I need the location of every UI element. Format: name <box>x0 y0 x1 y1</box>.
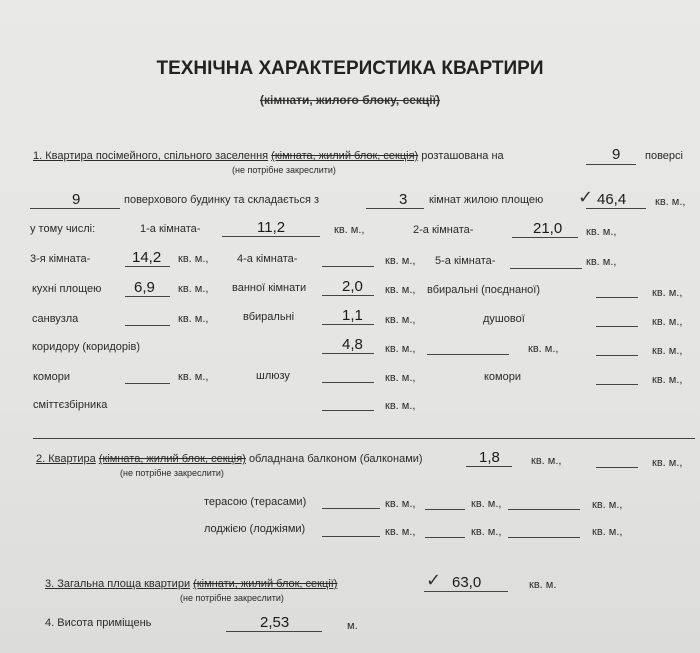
check-mark-icon: ✓ <box>578 187 594 208</box>
section3-label: 3. Загальна площа квартири <box>45 578 191 590</box>
loggia-label: лоджією (лоджіями) <box>204 523 306 535</box>
check-mark-icon: ✓ <box>426 570 442 591</box>
unit-label: кв. м., <box>652 457 683 469</box>
loggia-line-2 <box>425 537 465 538</box>
storage-label-2: комори <box>484 371 521 383</box>
rooms-line <box>366 208 424 209</box>
section1-heading <box>33 150 504 163</box>
floor-value: 9 <box>612 146 621 163</box>
terrace-line-2 <box>425 509 465 510</box>
unit-label: кв. м., <box>385 314 416 326</box>
room5-line <box>510 268 582 269</box>
section2-label: 2. Квартира <box>36 453 96 465</box>
room2-label: 2-а кімната- <box>413 224 474 236</box>
balcony-line <box>466 466 512 467</box>
section1-struck-option: (кімната, жилий блок, секція) <box>271 150 419 162</box>
bathroom-unit-label: санвузла <box>32 313 79 325</box>
unit-label: кв. м., <box>592 499 623 511</box>
unit-label: кв. м., <box>385 343 416 355</box>
room4-label: 4-а кімната- <box>237 253 298 265</box>
bathroom-unit-line <box>125 325 170 326</box>
unit-label: кв. м., <box>385 284 416 296</box>
corridor-label: коридору (коридорів) <box>32 341 140 353</box>
toilet-label: вбиральні <box>243 311 295 323</box>
total-area-value: 63,0 <box>452 574 482 591</box>
corridor-extra-line <box>427 354 509 355</box>
shower-line <box>596 326 638 327</box>
corridor-extra-line-2 <box>596 355 638 356</box>
unit-label: кв. м., <box>178 313 209 325</box>
bath-label: ванної кімнати <box>232 282 307 294</box>
unit-label: кв. м., <box>652 287 683 299</box>
height-unit: м. <box>347 620 358 632</box>
strike-hint: (не потрібне закреслити) <box>232 165 336 175</box>
kitchen-line <box>125 296 170 297</box>
section1-label: 1. Квартира посімейного, спільного заселення <box>33 150 269 162</box>
unit-label: кв. м., <box>471 526 502 538</box>
toilet-line <box>322 324 374 325</box>
loggia-line-3 <box>508 537 580 538</box>
corridor-line <box>322 353 374 354</box>
room3-label: 3-я кімната- <box>30 253 91 265</box>
terrace-line-1 <box>322 508 380 509</box>
unit-label: кв. м., <box>655 196 686 208</box>
building-floors-line <box>30 208 120 209</box>
bath-line <box>322 295 374 296</box>
airlock-label: шлюзу <box>256 370 290 382</box>
terrace-line-3 <box>508 509 580 510</box>
unit-label: кв. м., <box>178 253 209 265</box>
building-label: поверхового будинку та складається з <box>124 194 320 206</box>
unit-label: кв. м., <box>586 256 617 268</box>
section3-heading <box>45 578 337 591</box>
rooms-label: кімнат жилою площею <box>429 194 544 206</box>
subtitle-text: (кімнати, жилого блоку, секції) <box>259 93 441 107</box>
wc-combined-label: вбиральні (поєднаної) <box>427 284 540 296</box>
floor-line <box>586 164 636 165</box>
section2-label-tail: обладнана балконом (балконами) <box>248 453 423 465</box>
room4-line <box>322 266 374 267</box>
including-label: у тому числі: <box>30 223 96 235</box>
height-line <box>226 631 322 632</box>
section2-struck-option: (кімната, жилий блок, секція) <box>98 453 246 465</box>
balcony-value: 1,8 <box>479 449 500 466</box>
unit-label: кв. м., <box>471 498 502 510</box>
page-subtitle <box>0 94 700 107</box>
section1-label-tail: розташована на <box>421 150 504 162</box>
corridor-value: 4,8 <box>342 336 363 353</box>
room3-value: 14,2 <box>132 249 162 266</box>
airlock-line <box>322 382 374 383</box>
room1-label: 1-а кімната- <box>140 223 201 235</box>
strike-hint: (не потрібне закреслити) <box>180 593 284 603</box>
unit-label: кв. м., <box>178 371 209 383</box>
page-title: ТЕХНІЧНА ХАРАКТЕРИСТИКА КВАРТИРИ <box>156 58 544 79</box>
trash-line <box>322 410 374 411</box>
section3-struck-option: (кімнати, жилий блок, секції) <box>193 578 338 590</box>
strike-hint: (не потрібне закреслити) <box>120 468 224 478</box>
room5-label: 5-а кімната- <box>435 255 496 267</box>
section4-label: 4. Висота приміщень <box>45 617 152 629</box>
section2-heading <box>36 453 423 466</box>
unit-label: кв. м., <box>385 498 416 510</box>
total-area-unit: кв. м. <box>529 579 557 591</box>
unit-label: кв. м., <box>586 226 617 238</box>
unit-label: кв. м., <box>652 345 683 357</box>
room1-line <box>222 236 320 237</box>
unit-label: кв. м., <box>385 255 416 267</box>
height-value: 2,53 <box>260 614 290 631</box>
floor-label: поверсі <box>645 150 683 162</box>
loggia-line-1 <box>322 536 380 537</box>
total-area-line <box>424 591 508 592</box>
kitchen-value: 6,9 <box>134 279 155 296</box>
trash-label: сміттєзбірника <box>33 399 108 411</box>
storage-line-2 <box>596 384 638 385</box>
unit-label: кв. м., <box>652 316 683 328</box>
unit-label: кв. м., <box>531 455 562 467</box>
terrace-label: терасою (терасами) <box>204 496 307 508</box>
living-area-value: 46,4 <box>597 191 627 208</box>
unit-label: кв. м., <box>528 343 559 355</box>
unit-label: кв. м., <box>385 400 416 412</box>
living-area-line <box>586 208 646 209</box>
room2-line <box>512 237 578 238</box>
section-divider <box>33 438 695 439</box>
unit-label: кв. м., <box>334 224 365 236</box>
unit-label: кв. м., <box>592 526 623 538</box>
kitchen-label: кухні площею <box>32 283 102 295</box>
unit-label: кв. м., <box>385 526 416 538</box>
storage-line <box>125 383 170 384</box>
unit-label: кв. м., <box>385 372 416 384</box>
room3-line <box>125 266 170 267</box>
room2-value: 21,0 <box>533 220 563 237</box>
shower-label: душової <box>483 313 525 325</box>
toilet-value: 1,1 <box>342 307 363 324</box>
rooms-value: 3 <box>399 191 408 208</box>
unit-label: кв. м., <box>652 374 683 386</box>
building-floors-value: 9 <box>72 191 81 208</box>
room1-value: 11,2 <box>257 219 286 236</box>
balcony-extra-line <box>596 467 638 468</box>
wc-combined-line <box>596 297 638 298</box>
bath-value: 2,0 <box>342 278 363 295</box>
unit-label: кв. м., <box>178 283 209 295</box>
storage-label: комори <box>33 371 70 383</box>
